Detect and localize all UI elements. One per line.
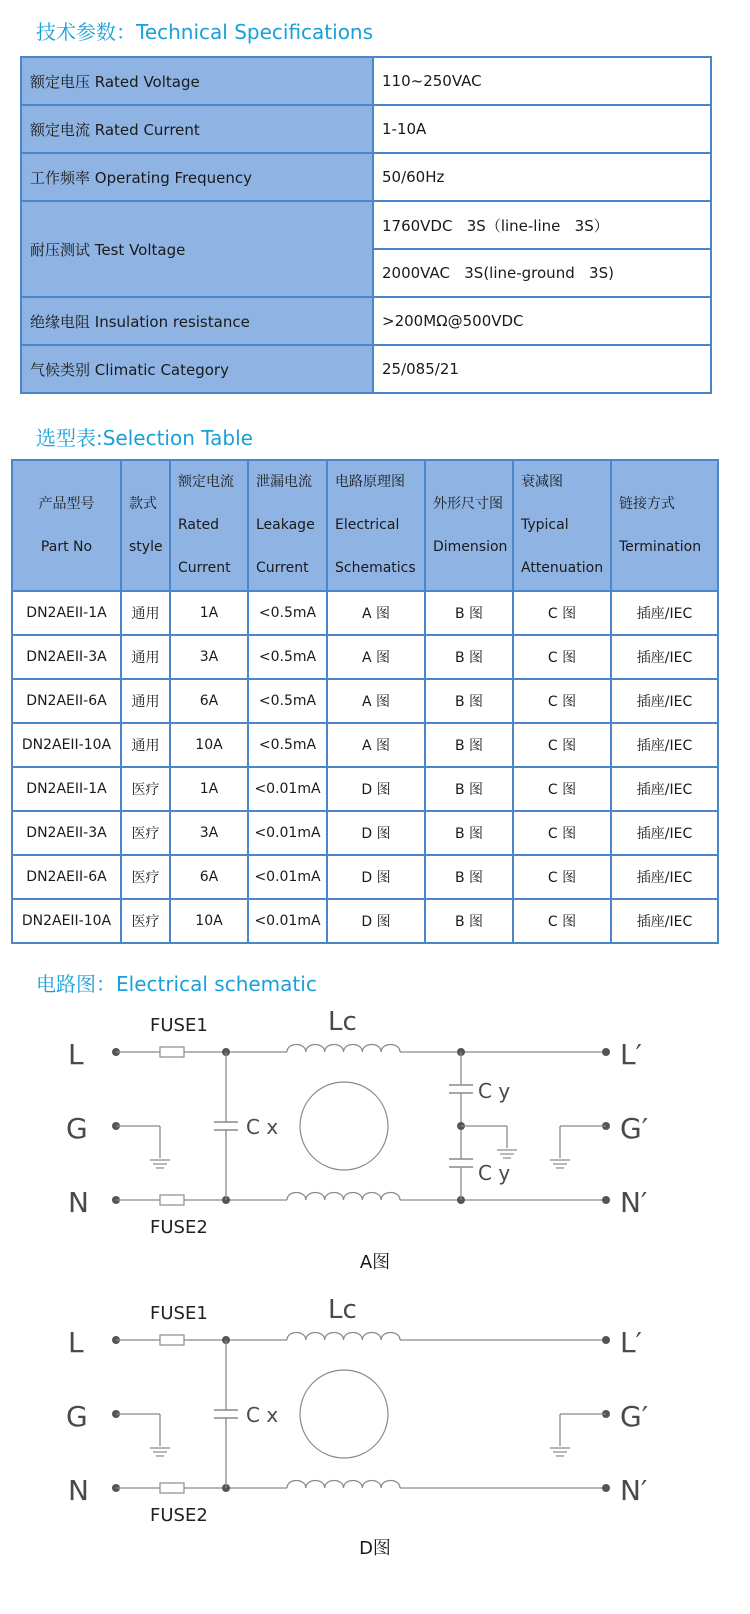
cell-style: 医疗 (121, 855, 170, 899)
common-mode-choke-l (287, 1333, 400, 1341)
cell-dimension: B 图 (425, 591, 513, 635)
cell-rated-current: 1A (170, 767, 248, 811)
cell-part-no: DN2AEII-1A (12, 767, 121, 811)
cell-leakage-current: <0.5mA (248, 679, 327, 723)
table-row (21, 153, 711, 201)
terminal-n-out-dot (602, 1484, 610, 1492)
cell-dimension: B 图 (425, 679, 513, 723)
terminal-n-label: N (68, 1186, 89, 1219)
cell-dimension: B 图 (425, 899, 513, 943)
table-row (12, 767, 718, 811)
header-leakage-current: 泄漏电流 Leakage Current (248, 460, 327, 591)
header-rated-current: 额定电流 Rated Current (170, 460, 248, 591)
cell-schematic: D 图 (327, 811, 425, 855)
terminal-l-out-label: L′ (620, 1038, 642, 1071)
test-voltage-value-2: 2000VAC 3S(line-ground 3S) (373, 249, 711, 297)
terminal-l-out-dot (602, 1048, 610, 1056)
diagram-d-caption: D图 (359, 1538, 391, 1559)
test-voltage-label: 耐压测试 Test Voltage (21, 201, 373, 297)
rated-voltage-value: 110~250VAC (373, 57, 711, 105)
capacitor-cx-label: C x (246, 1403, 279, 1427)
cell-leakage-current: <0.01mA (248, 811, 327, 855)
selection-table (11, 459, 719, 944)
climatic-value: 25/085/21 (373, 345, 711, 393)
table-row (12, 811, 718, 855)
cell-schematic: D 图 (327, 767, 425, 811)
cell-leakage-current: <0.5mA (248, 591, 327, 635)
cell-termination: 插座/IEC (611, 767, 718, 811)
frequency-label: 工作频率 Operating Frequency (21, 153, 373, 201)
cell-attenuation: C 图 (513, 855, 611, 899)
cell-part-no: DN2AEII-10A (12, 723, 121, 767)
common-mode-choke-n (287, 1481, 400, 1489)
choke-core (300, 1370, 388, 1458)
fuse2-label: FUSE2 (150, 1505, 208, 1526)
terminal-n-out-label: N′ (620, 1474, 648, 1507)
choke-core (300, 1082, 388, 1170)
cell-termination: 插座/IEC (611, 855, 718, 899)
cell-attenuation: C 图 (513, 899, 611, 943)
cell-style: 医疗 (121, 899, 170, 943)
cell-rated-current: 6A (170, 855, 248, 899)
cell-dimension: B 图 (425, 723, 513, 767)
insulation-label: 绝缘电阻 Insulation resistance (21, 297, 373, 345)
fuse1 (160, 1047, 184, 1057)
diagram-a-caption: A图 (359, 1252, 391, 1273)
cell-style: 医疗 (121, 811, 170, 855)
header-style: 款式 style (121, 460, 170, 591)
cell-rated-current: 10A (170, 723, 248, 767)
spec-table (20, 56, 712, 394)
header-part-no: 产品型号 Part No (12, 460, 121, 591)
rated-current-value: 1-10A (373, 105, 711, 153)
cell-termination: 插座/IEC (611, 811, 718, 855)
cell-style: 通用 (121, 635, 170, 679)
cell-termination: 插座/IEC (611, 679, 718, 723)
inductor-label: Lc (328, 1295, 357, 1325)
cell-rated-current: 3A (170, 635, 248, 679)
header-termination: 链接方式 Termination (611, 460, 718, 591)
table-row (12, 635, 718, 679)
terminal-l-out-label: L′ (620, 1326, 642, 1359)
selection-title: 选型表:Selection Table (36, 426, 253, 450)
cell-dimension: B 图 (425, 767, 513, 811)
frequency-value: 50/60Hz (373, 153, 711, 201)
rated-current-label: 额定电流 Rated Current (21, 105, 373, 153)
cell-attenuation: C 图 (513, 811, 611, 855)
header-attenuation: 衰减图 Typical Attenuation (513, 460, 611, 591)
terminal-n-label: N (68, 1474, 89, 1507)
cell-schematic: A 图 (327, 723, 425, 767)
schematic-title: 电路图：Electrical schematic (36, 972, 317, 996)
cell-attenuation: C 图 (513, 591, 611, 635)
cell-part-no: DN2AEII-3A (12, 811, 121, 855)
table-row (12, 591, 718, 635)
cell-style: 通用 (121, 679, 170, 723)
header-schematics: 电路原理图 Electrical Schematics (327, 460, 425, 591)
cell-termination: 插座/IEC (611, 591, 718, 635)
fuse2-label: FUSE2 (150, 1217, 208, 1238)
capacitor-cx-label: C x (246, 1115, 279, 1139)
table-row (12, 723, 718, 767)
cell-part-no: DN2AEII-3A (12, 635, 121, 679)
cell-schematic: A 图 (327, 635, 425, 679)
terminal-g-label: G (66, 1112, 88, 1145)
cell-termination: 插座/IEC (611, 723, 718, 767)
fuse1-label: FUSE1 (150, 1015, 208, 1036)
cell-dimension: B 图 (425, 855, 513, 899)
climatic-label: 气候类别 Climatic Category (21, 345, 373, 393)
cell-termination: 插座/IEC (611, 635, 718, 679)
common-mode-choke-n (287, 1193, 400, 1201)
cell-part-no: DN2AEII-6A (12, 679, 121, 723)
table-row (21, 201, 711, 249)
terminal-n-out-label: N′ (620, 1186, 648, 1219)
cell-attenuation: C 图 (513, 723, 611, 767)
cell-style: 通用 (121, 591, 170, 635)
cell-dimension: B 图 (425, 811, 513, 855)
terminal-l-out-dot (602, 1336, 610, 1344)
cell-schematic: D 图 (327, 855, 425, 899)
cell-dimension: B 图 (425, 635, 513, 679)
cell-attenuation: C 图 (513, 635, 611, 679)
cell-termination: 插座/IEC (611, 899, 718, 943)
cell-rated-current: 6A (170, 679, 248, 723)
cell-leakage-current: <0.01mA (248, 899, 327, 943)
table-row (21, 297, 711, 345)
terminal-n-out-dot (602, 1196, 610, 1204)
header-row (12, 460, 718, 591)
cell-part-no: DN2AEII-10A (12, 899, 121, 943)
terminal-l-label: L (68, 1038, 84, 1071)
terminal-g-out-label: G′ (620, 1400, 649, 1433)
fuse1 (160, 1335, 184, 1345)
cell-attenuation: C 图 (513, 679, 611, 723)
table-row (12, 679, 718, 723)
schematic-diagram-d (0, 1288, 750, 1548)
header-dimension: 外形尺寸图 Dimension (425, 460, 513, 591)
cell-leakage-current: <0.01mA (248, 855, 327, 899)
cell-style: 医疗 (121, 767, 170, 811)
cell-leakage-current: <0.01mA (248, 767, 327, 811)
cell-style: 通用 (121, 723, 170, 767)
cell-leakage-current: <0.5mA (248, 723, 327, 767)
fuse2 (160, 1483, 184, 1493)
table-row (12, 899, 718, 943)
table-row (21, 57, 711, 105)
common-mode-choke-l (287, 1045, 400, 1053)
rated-voltage-label: 额定电压 Rated Voltage (21, 57, 373, 105)
fuse2 (160, 1195, 184, 1205)
cell-schematic: A 图 (327, 591, 425, 635)
spec-title: 技术参数：Technical Specifications (36, 20, 374, 44)
cell-schematic: A 图 (327, 679, 425, 723)
table-row (21, 105, 711, 153)
terminal-l-label: L (68, 1326, 84, 1359)
table-row (12, 855, 718, 899)
capacitor-cy-label: C y (478, 1161, 511, 1185)
terminal-g-out-label: G′ (620, 1112, 649, 1145)
cell-attenuation: C 图 (513, 767, 611, 811)
test-voltage-value-1: 1760VDC 3S（line-line 3S） (373, 201, 711, 249)
cell-rated-current: 3A (170, 811, 248, 855)
cell-schematic: D 图 (327, 899, 425, 943)
cell-part-no: DN2AEII-1A (12, 591, 121, 635)
terminal-g-label: G (66, 1400, 88, 1433)
fuse1-label: FUSE1 (150, 1303, 208, 1324)
table-row (21, 345, 711, 393)
capacitor-cy-label: C y (478, 1079, 511, 1103)
insulation-value: >200MΩ@500VDC (373, 297, 711, 345)
schematic-diagram-a (0, 1000, 750, 1260)
cell-leakage-current: <0.5mA (248, 635, 327, 679)
cell-rated-current: 1A (170, 591, 248, 635)
inductor-label: Lc (328, 1007, 357, 1037)
cell-rated-current: 10A (170, 899, 248, 943)
cell-part-no: DN2AEII-6A (12, 855, 121, 899)
